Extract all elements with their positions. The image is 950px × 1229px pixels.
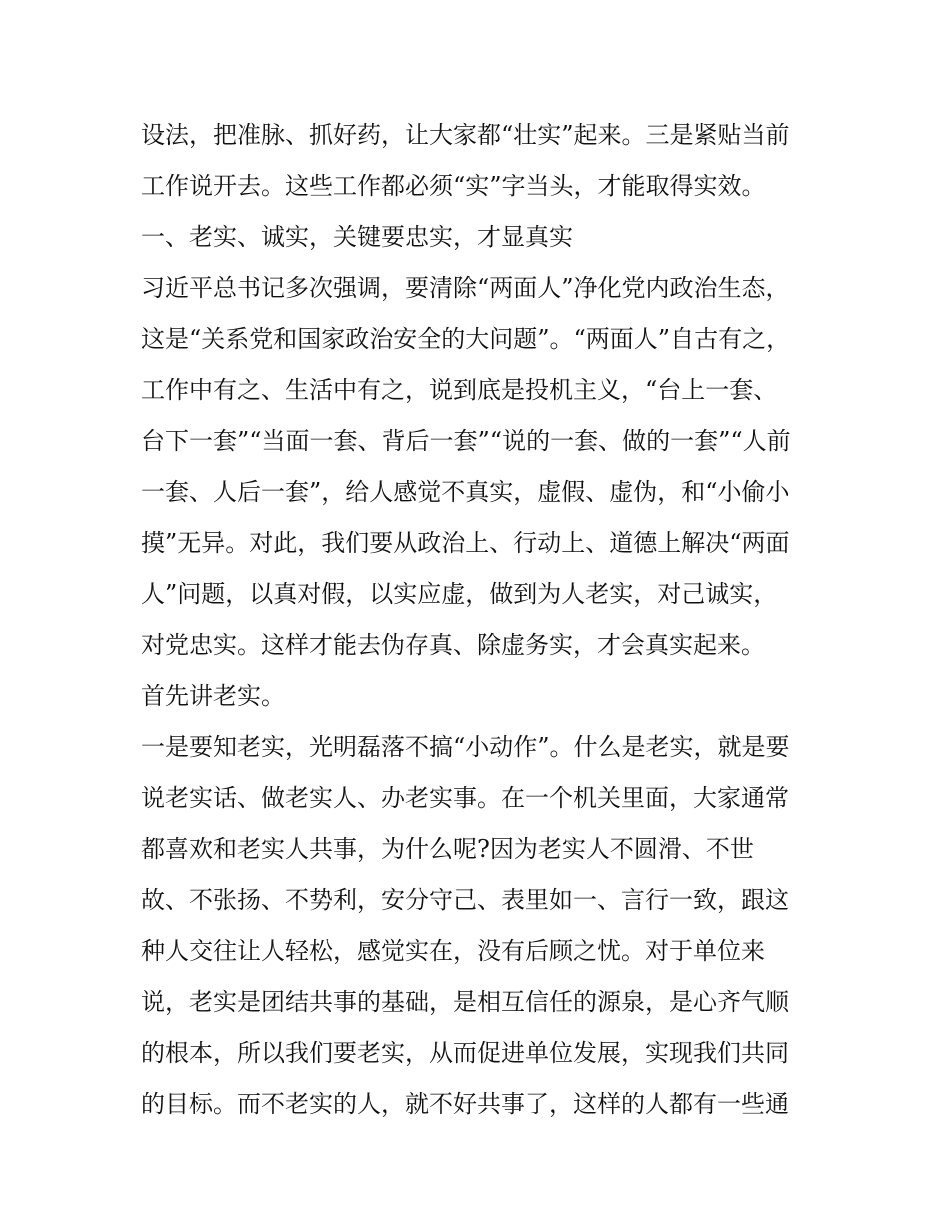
text-line: 设法，把准脉、抓好药，让大家都“壮实”起来。三是紧贴当前 <box>141 121 790 149</box>
text-line: 说老实话、做老实人、办老实事。在一个机关里面，大家通常 <box>141 784 789 812</box>
text-line: 一套、人后一套”，给人感觉不真实，虚假、虚伪，和“小偷小 <box>141 478 790 506</box>
text-line: 的根本，所以我们要老实，从而促进单位发展，实现我们共同 <box>141 1039 789 1067</box>
text-line: 都喜欢和老实人共事，为什么呢?因为老实人不圆滑、不世 <box>141 835 754 863</box>
text-line: 的目标。而不老实的人，就不好共事了，这样的人都有一些通 <box>141 1090 789 1118</box>
section-heading: 一、老实、诚实，关键要忠实，才显真实 <box>141 223 573 251</box>
text-line: 种人交往让人轻松，感觉实在，没有后顾之忧。对于单位来 <box>141 937 765 965</box>
text-line: 台下一套”“当面一套、背后一套”“说的一套、做的一套”“人前 <box>141 427 791 455</box>
text-line: 工作说开去。这些工作都必须“实”字当头，才能取得实效。 <box>141 172 766 200</box>
text-line: 这是“关系党和国家政治安全的大问题”。“两面人”自古有之， <box>141 325 791 353</box>
text-line: 人”问题，以真对假，以实应虚，做到为人老实，对己诚实， <box>141 580 778 608</box>
text-line: 工作中有之、生活中有之，说到底是投机主义，“台上一套、 <box>141 376 778 404</box>
text-line: 故、不张扬、不势利，安分守己、表里如一、言行一致，跟这 <box>141 886 789 914</box>
text-line: 说，老实是团结共事的基础，是相互信任的源泉，是心齐气顺 <box>141 988 789 1016</box>
document-body <box>141 110 821 1130</box>
text-line: 一是要知老实，光明磊落不搞“小动作”。什么是老实，就是要 <box>141 733 790 761</box>
text-line: 摸”无异。对此，我们要从政治上、行动上、道德上解决“两面 <box>141 529 790 557</box>
text-line: 首先讲老实。 <box>141 682 285 710</box>
text-line: 习近平总书记多次强调，要清除“两面人”净化党内政治生态， <box>141 274 790 302</box>
text-line: 对党忠实。这样才能去伪存真、除虚务实，才会真实起来。 <box>141 631 765 659</box>
